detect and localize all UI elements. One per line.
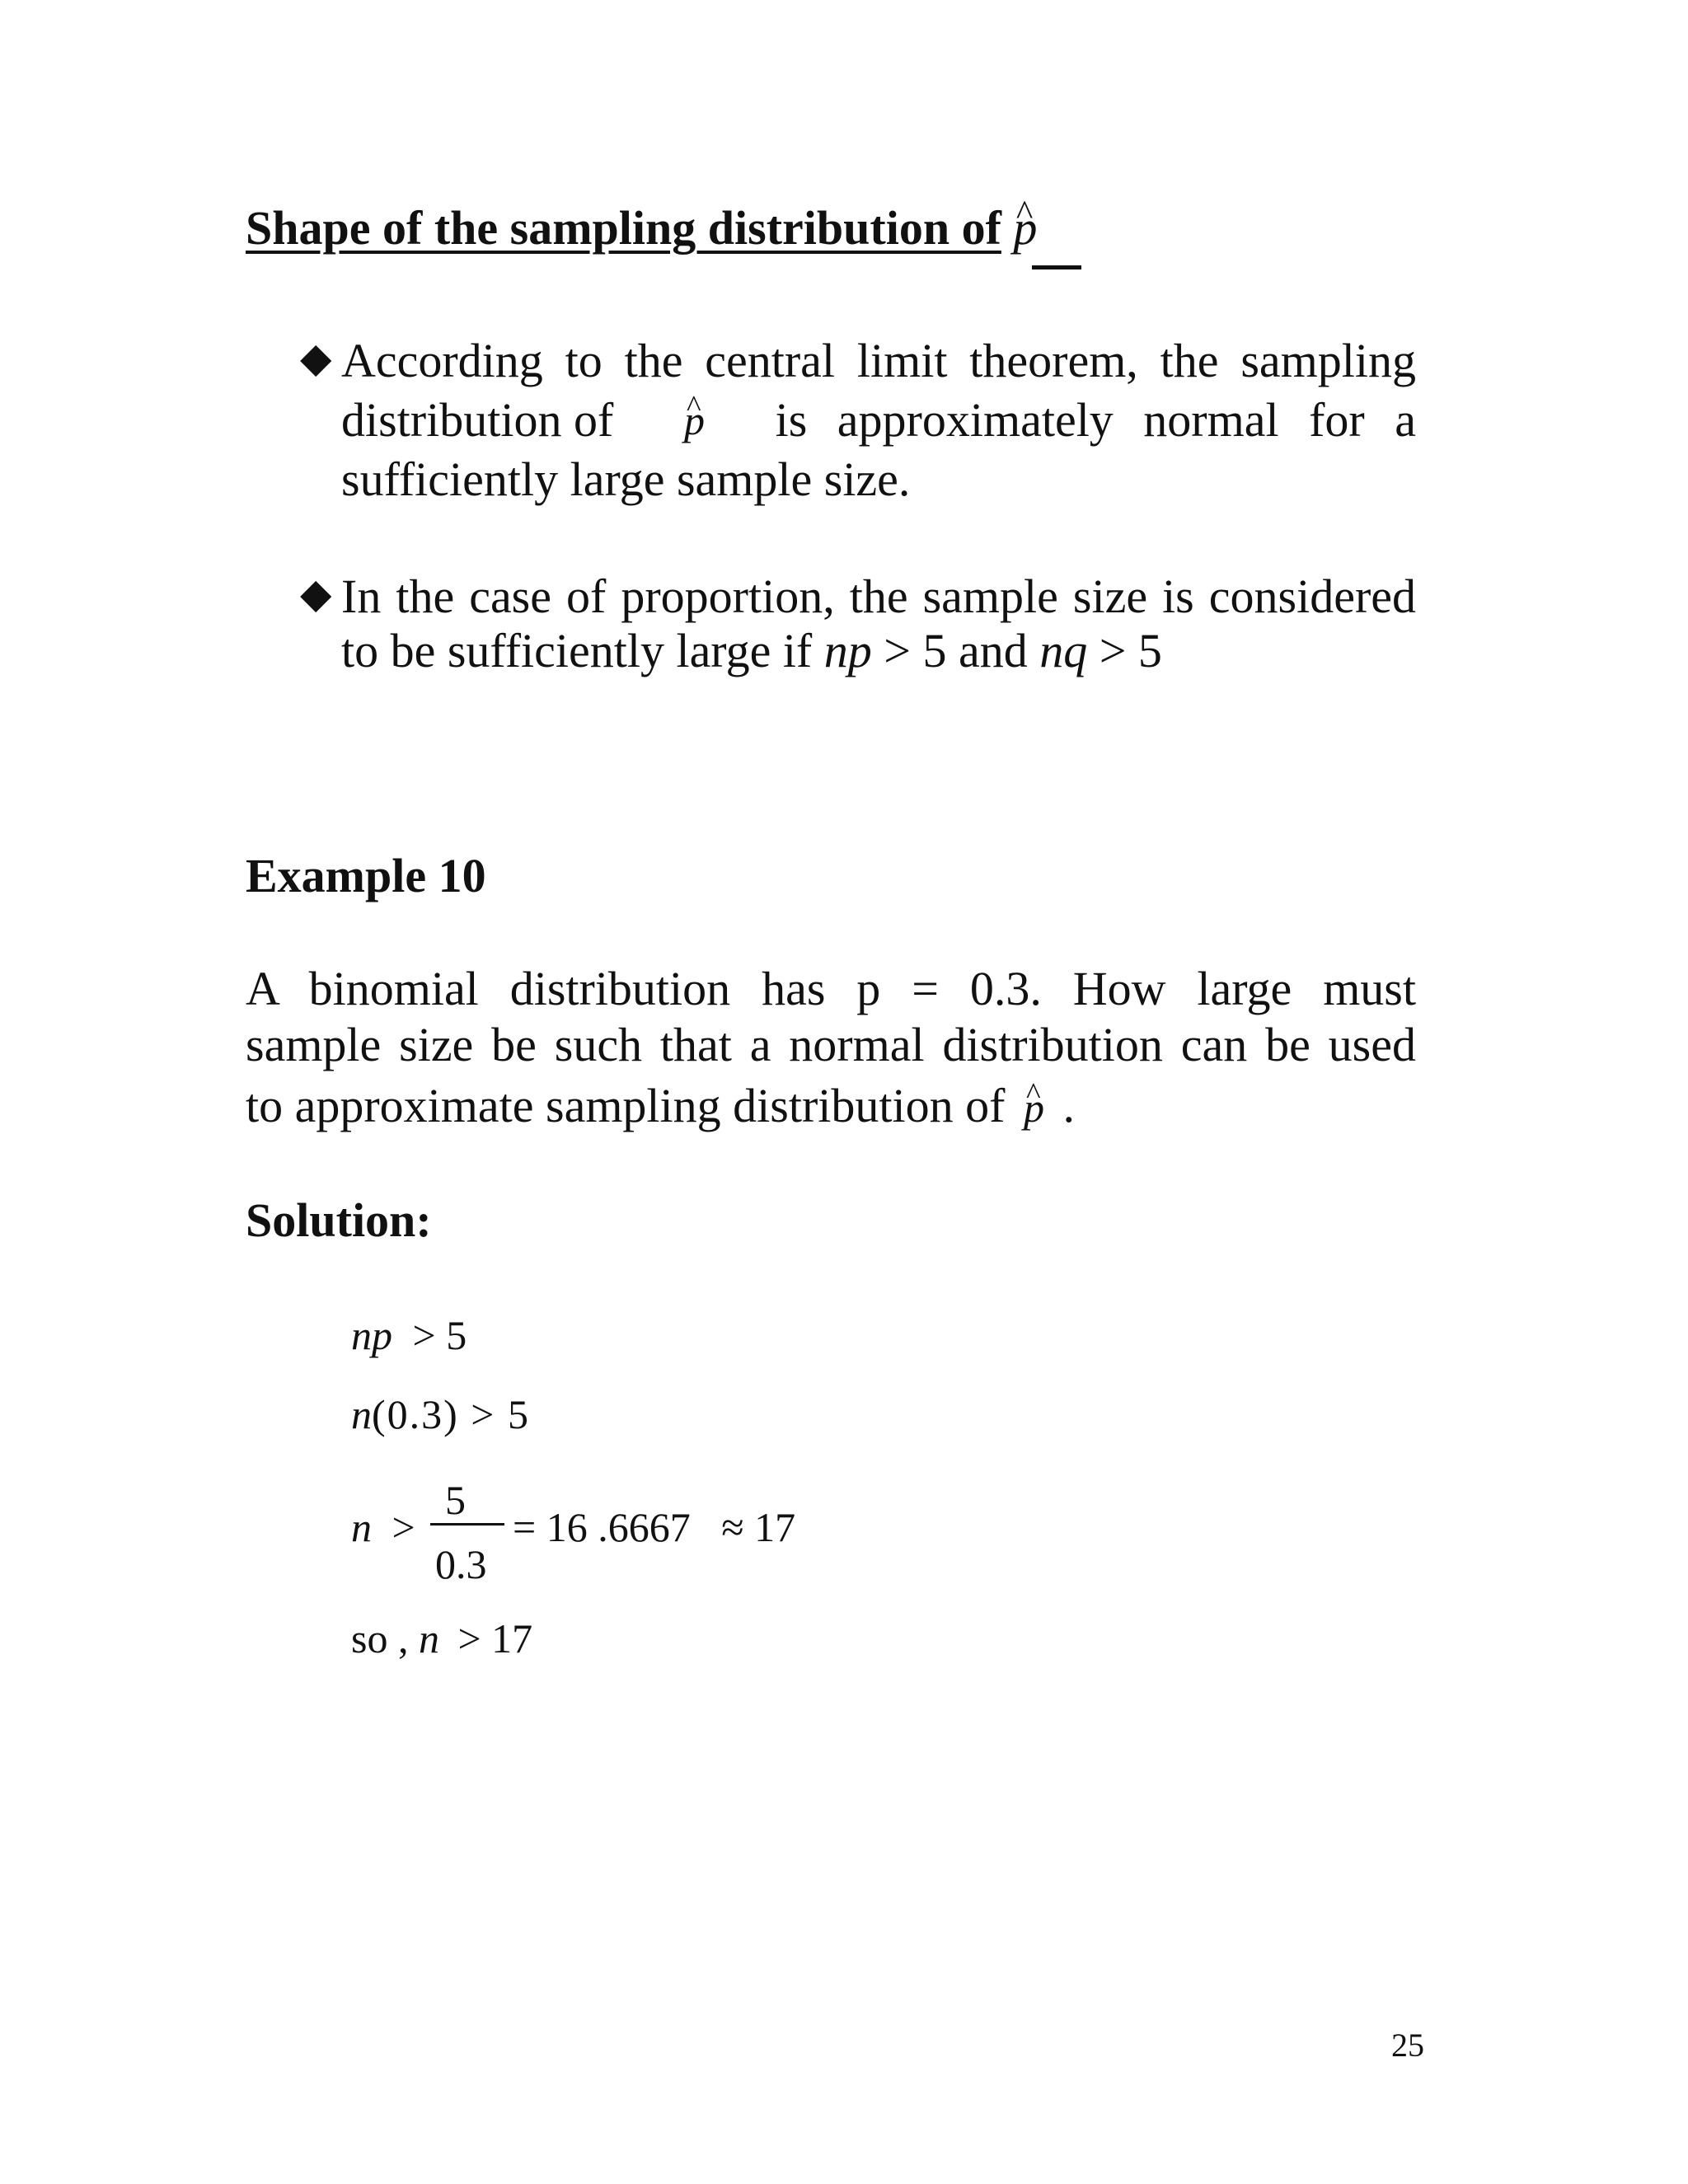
math-step-1 — [351, 1310, 467, 1360]
bullet-2-text: > 5 and — [884, 624, 1028, 677]
solution-heading: Solution: — [246, 1193, 432, 1247]
p-hat-symbol: ^ p — [1024, 1078, 1044, 1137]
page-number: 25 — [1391, 2027, 1424, 2064]
math-step-3-right: = 16 .6667 ≈ 17 — [513, 1504, 796, 1550]
bullet-2-line-1: In the case of proportion, the sample size is considered — [341, 569, 1416, 623]
np-symbol: np — [823, 624, 872, 677]
title-text: Shape of the sampling distribution of — [246, 201, 1001, 255]
bullet-1-line-2 — [341, 391, 1416, 450]
example-line-3 — [246, 1076, 1075, 1137]
diamond-bullet-icon: ◆ — [300, 335, 332, 381]
math-text: > 5 — [412, 1312, 467, 1358]
math-var: n — [418, 1615, 439, 1661]
math-text: > — [392, 1504, 415, 1550]
math-var: np — [351, 1312, 392, 1358]
diamond-bullet-icon: ◆ — [300, 570, 332, 616]
fraction-numerator: 5 — [445, 1477, 466, 1523]
p-hat-symbol: ^ p — [684, 391, 705, 450]
bullet-2-text: to be sufficiently large if — [341, 624, 813, 677]
math-var: n — [351, 1504, 372, 1550]
math-text: so , — [351, 1615, 409, 1661]
example-period: . — [1062, 1079, 1075, 1132]
math-step-2 — [351, 1390, 530, 1439]
bullet-1-line-2a: distribution of — [341, 393, 614, 447]
example-line-3-text: to approximate sampling distribution of — [246, 1079, 1006, 1132]
bullet-1-line-2b: is approximately normal for a — [775, 393, 1416, 447]
bullet-1-line-1: According to the central limit theorem, the sampling — [341, 334, 1416, 387]
fraction-denominator: 0.3 — [435, 1541, 487, 1587]
math-text: (0.3) > 5 — [372, 1391, 530, 1437]
math-text: > 17 — [457, 1615, 533, 1661]
math-step-3-left — [351, 1502, 415, 1552]
math-step-4 — [351, 1614, 532, 1663]
example-line-1: A binomial distribution has p = 0.3. How large must — [246, 962, 1416, 1015]
bullet-1-line-3: sufficiently large sample size. — [341, 452, 911, 506]
math-var: n — [351, 1391, 372, 1437]
bullet-2-text: > 5 — [1099, 624, 1162, 677]
example-heading: Example 10 — [246, 849, 486, 902]
nq-symbol: nq — [1039, 624, 1088, 677]
bullet-2-line-2 — [341, 621, 1162, 681]
title-underline-bar — [1032, 265, 1081, 269]
page-title — [246, 199, 1037, 257]
fraction-bar — [430, 1523, 504, 1526]
p-hat-symbol: ^ p — [1013, 199, 1037, 257]
example-line-2: sample size be such that a normal distribution can be used — [246, 1018, 1416, 1071]
